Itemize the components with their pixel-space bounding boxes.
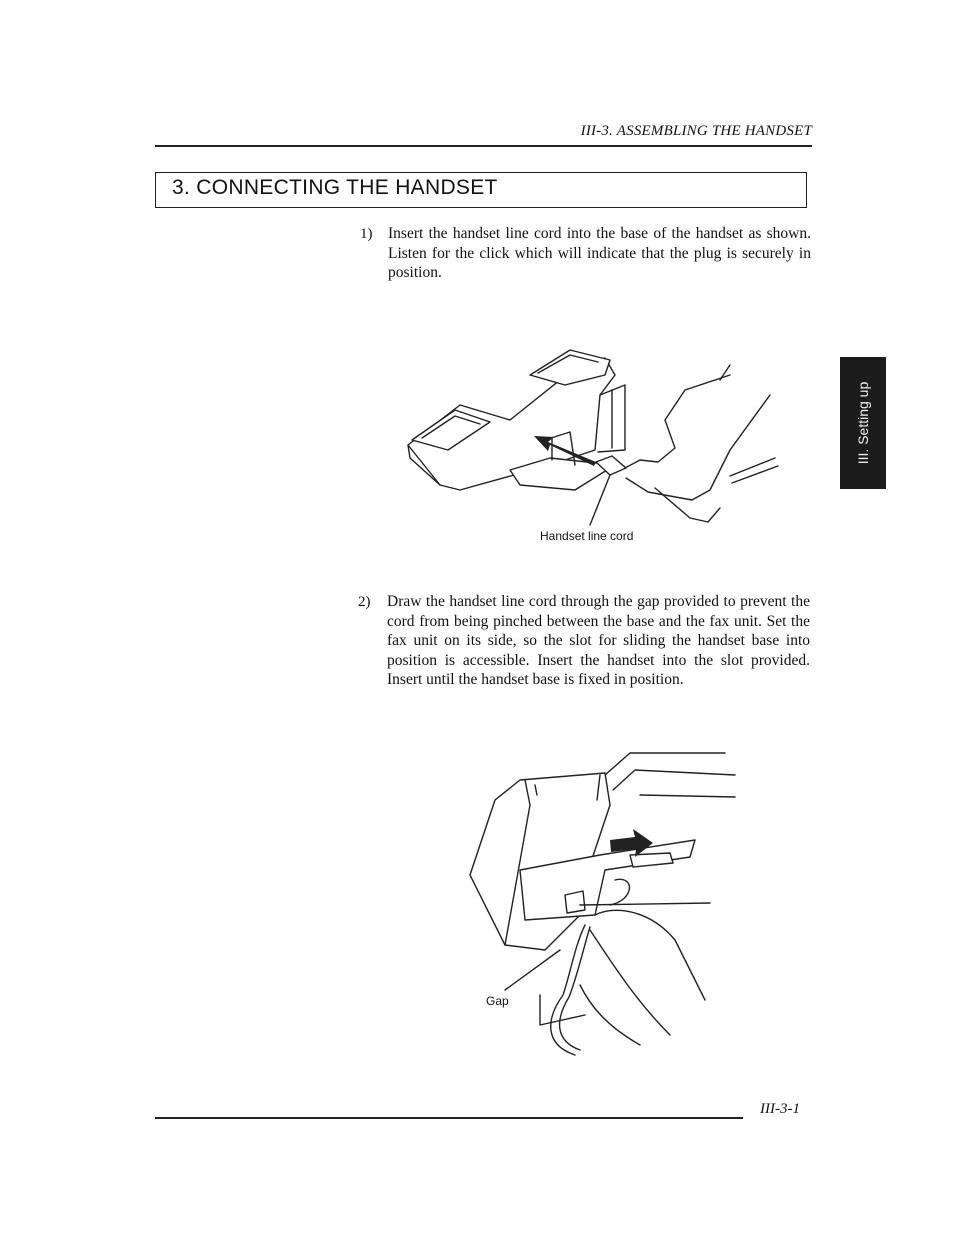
step-2-number: 2) — [358, 594, 371, 610]
running-header: III-3. ASSEMBLING THE HANDSET — [580, 123, 812, 139]
step-2-text: Draw the handset line cord through the gap provided to prevent the cord from being pinched between the base and the fax unit. Set the fax unit on its side, so the slot for sliding the handset base into position is accessible. Insert the handset into the slot provided. Insert until the handset base is fixed in position. — [387, 593, 810, 688]
header-rule — [155, 145, 812, 147]
figure-1-label: Handset line cord — [540, 529, 634, 543]
side-tab-label: III. Setting up — [855, 381, 871, 465]
chapter-side-tab — [840, 357, 886, 489]
page-number: III-3-1 — [760, 1101, 800, 1117]
handset-cord-illustration — [400, 340, 800, 530]
step-1-number: 1) — [360, 226, 373, 242]
section-title: 3. CONNECTING THE HANDSET — [172, 176, 498, 199]
handset-slot-illustration — [465, 745, 750, 1065]
footer-rule — [155, 1117, 743, 1119]
figure-2-label: Gap — [486, 994, 509, 1008]
step-1-text: Insert the handset line cord into the base of the handset as shown. Listen for the click which will indicate that the plug is securely in position. — [388, 225, 811, 281]
